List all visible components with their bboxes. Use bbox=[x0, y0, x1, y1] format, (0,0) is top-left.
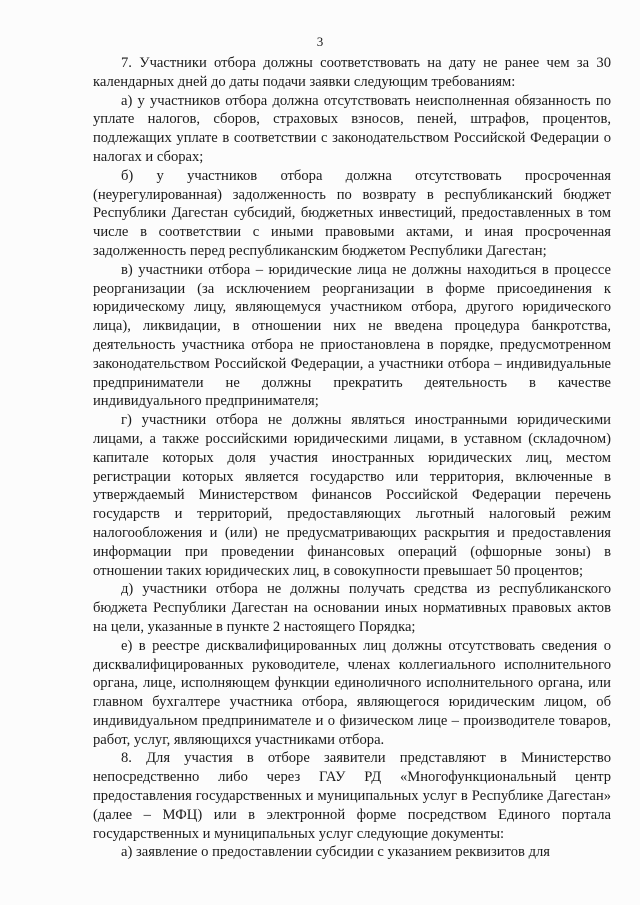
paragraph-7e: е) в реестре дисквалифицированных лиц должны отсутствовать сведения о дисквалифицированных руководителе, членах коллегиального исполнительного органа, лице, исполняющем функции единоличного исполнительного органа, или главном бухгалтере участника отбора, являющегося юридическим лицом, об индивидуальном предпринимателе и о физическом лице – производителе товаров, работ, услуг, являющихся участниками отбора. bbox=[93, 637, 611, 748]
paragraph-8: 8. Для участия в отборе заявители представляют в Министерство непосредственно либо через ГАУ РД «Многофункциональный центр предоставления государственных и муниципальных услуг в Республике Дагестан» (далее – МФЦ) или в электронной форме посредством Единого портала государственных и муниципальных услуг следующие документы: bbox=[93, 750, 611, 842]
paragraph-8a: а) заявление о предоставлении субсидии с указанием реквизитов для bbox=[121, 844, 550, 861]
paragraph-7a: а) у участников отбора должна отсутствовать неисполненная обязанность по уплате налогов, сборов, страховых взносов, пеней, штрафов, процентов, подлежащих уплате в соответствии с законодательством Российской Федерации о налогах и сборах; bbox=[93, 92, 611, 165]
paragraph-7d: д) участники отбора не должны получать средства из республиканского бюджета Республики Дагестан на основании иных нормативных правовых актов на цели, указанные в пункте 2 настоящего Порядка; bbox=[93, 581, 611, 635]
page-number: 3 bbox=[316, 34, 324, 49]
document-body bbox=[93, 54, 611, 862]
paragraph-7g: г) участники отбора не должны являться иностранными юридическими лицами, а также российскими юридическими лицами, в уставном (складочном) капитале которых доля участия иностранных юридических лиц, местом регистрации которых является государство или территория, включенные в утверждаемый Министерством финансов Российской Федерации перечень государств и территорий, предоставляющих льготный налоговый режим налогообложения и (или) не предусматривающих раскрытия и предоставления информации при проведении финансовых операций (офшорные зоны) в отношении таких юридических лиц, в совокупности превышает 50 процентов; bbox=[93, 412, 611, 579]
paragraph-7v: в) участники отбора – юридические лица не должны находиться в процессе реорганизации (за исключением реорганизации в форме присоединения к юридическому лицу, являющемуся участником отбора, другого юридического лица), ликвидации, в отношении них не введена процедура банкротства, деятельность участника отбора не приостановлена в порядке, предусмотренном законодательством Российской Федерации, а участники отбора – индивидуальные предприниматели не должны прекратить деятельность в качестве индивидуального предпринимателя; bbox=[93, 261, 611, 410]
paragraph-7b: б) у участников отбора должна отсутствовать просроченная (неурегулированная) задолженность по возврату в республиканский бюджет Республики Дагестан субсидий, бюджетных инвестиций, предоставленных в том числе в соответствии с иными правовыми актами, и иная просроченная задолженность перед республиканским бюджетом Республики Дагестан; bbox=[93, 167, 611, 259]
paragraph-7: 7. Участники отбора должны соответствовать на дату не ранее чем за 30 календарных дней до даты подачи заявки следующим требованиям: bbox=[93, 55, 611, 90]
